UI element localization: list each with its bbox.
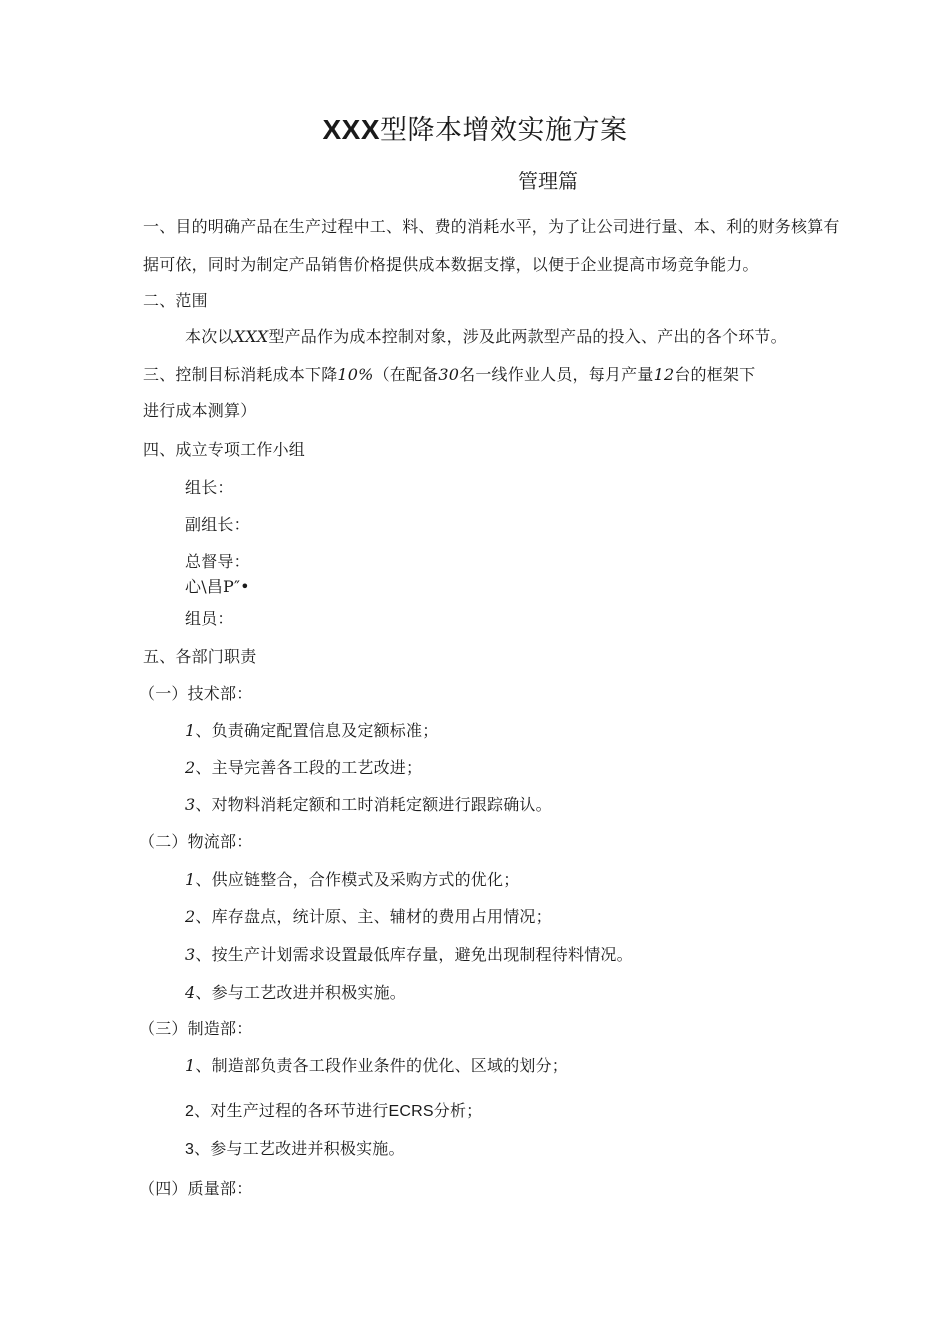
target-staff-count: 30 [438, 365, 460, 384]
tech-item-1 [185, 721, 438, 741]
section-scope-body [185, 327, 787, 347]
document-subtitle: 管理篇 [518, 169, 578, 193]
section-scope-heading: 二、范围 [143, 291, 208, 310]
logistics-item-3-text: 、按生产计划需求设置最低库存量，避免出现制程待料情况。 [195, 945, 633, 964]
manufacturing-item-2-ecrs: ECRS [388, 1103, 434, 1120]
logistics-item-4-text: 、参与工艺改进并积极实施。 [195, 983, 406, 1002]
section-target-line-2: 进行成本测算） [143, 401, 257, 420]
logistics-item-4-num: 4 [185, 983, 196, 1002]
team-leader-label: 组长： [185, 478, 234, 497]
manufacturing-item-1-num: 1 [185, 1056, 196, 1075]
logistics-item-1 [185, 870, 519, 890]
tech-item-1-text: 、负责确定配置信息及定额标准； [195, 721, 439, 740]
team-members-label: 组员： [185, 609, 234, 628]
team-supervisor-label: 总督导： [185, 552, 250, 571]
manufacturing-item-3 [185, 1139, 405, 1160]
target-percent: 10% [337, 365, 374, 384]
manufacturing-item-1 [185, 1056, 568, 1076]
scope-body-part-b: 型产品作为成本控制对象，涉及此两款型产品的投入、产出的各个环节。 [268, 327, 787, 346]
logistics-item-4 [185, 983, 406, 1003]
title-text: 型降本增效实施方案 [380, 115, 628, 146]
quality-dept-heading: （四）质量部： [139, 1179, 253, 1198]
target-part-a: 三、控制目标消耗成本下降 [143, 365, 338, 384]
tech-item-3 [185, 795, 552, 815]
manufacturing-item-1-text: 、制造部负责各工段作业条件的优化、区域的划分； [195, 1056, 568, 1075]
section-duties-heading: 五、各部门职责 [143, 647, 257, 666]
logistics-item-2 [185, 907, 552, 927]
team-garbled-text: 心\昌P″• [185, 577, 250, 596]
target-part-c: 名一线作业人员，每月产量 [459, 365, 654, 384]
tech-item-2-num: 2 [185, 758, 196, 777]
tech-dept-heading: （一）技术部： [139, 684, 253, 703]
tech-item-2 [185, 758, 422, 778]
target-part-b: （在配备 [373, 365, 439, 384]
logistics-item-3 [185, 945, 633, 965]
logistics-dept-heading: （二）物流部： [139, 832, 253, 851]
manufacturing-item-2-num: 2 [185, 1103, 195, 1120]
team-deputy-label: 副组长： [185, 515, 250, 534]
section-purpose-line-1: 一、目的明确产品在生产过程中工、料、费的消耗水平，为了让公司进行量、本、利的财务核算有 [143, 217, 840, 236]
tech-item-3-text: 、对物料消耗定额和工时消耗定额进行跟踪确认。 [195, 795, 552, 814]
logistics-item-1-num: 1 [185, 870, 196, 889]
manufacturing-item-3-num: 3 [185, 1141, 195, 1158]
document-title [0, 112, 950, 149]
section-team-heading: 四、成立专项工作小组 [143, 440, 306, 459]
section-target-line-1 [143, 365, 755, 385]
manufacturing-item-2-part-b: 分析； [433, 1101, 483, 1120]
logistics-item-2-text: 、库存盘点，统计原、主、辅材的费用占用情况； [195, 907, 552, 926]
title-model-code: XXX [322, 114, 381, 145]
scope-body-part-a: 本次以 [185, 327, 234, 346]
tech-item-1-num: 1 [185, 721, 196, 740]
scope-model-code: XXX [233, 327, 269, 346]
manufacturing-dept-heading: （三）制造部： [139, 1019, 253, 1038]
tech-item-3-num: 3 [185, 795, 196, 814]
section-purpose-line-2: 据可依，同时为制定产品销售价格提供成本数据支撑，以便于企业提高市场竞争能力。 [143, 255, 759, 274]
logistics-item-3-num: 3 [185, 945, 196, 964]
target-part-d: 台的框架下 [674, 365, 756, 384]
manufacturing-item-2-part-a: 、对生产过程的各环节进行 [194, 1101, 389, 1120]
manufacturing-item-2 [185, 1101, 482, 1122]
logistics-item-1-text: 、供应链整合，合作模式及采购方式的优化； [195, 870, 520, 889]
manufacturing-item-3-text: 、参与工艺改进并积极实施。 [194, 1139, 405, 1158]
logistics-item-2-num: 2 [185, 907, 196, 926]
tech-item-2-text: 、主导完善各工段的工艺改进； [195, 758, 423, 777]
target-monthly-output: 12 [653, 365, 675, 384]
